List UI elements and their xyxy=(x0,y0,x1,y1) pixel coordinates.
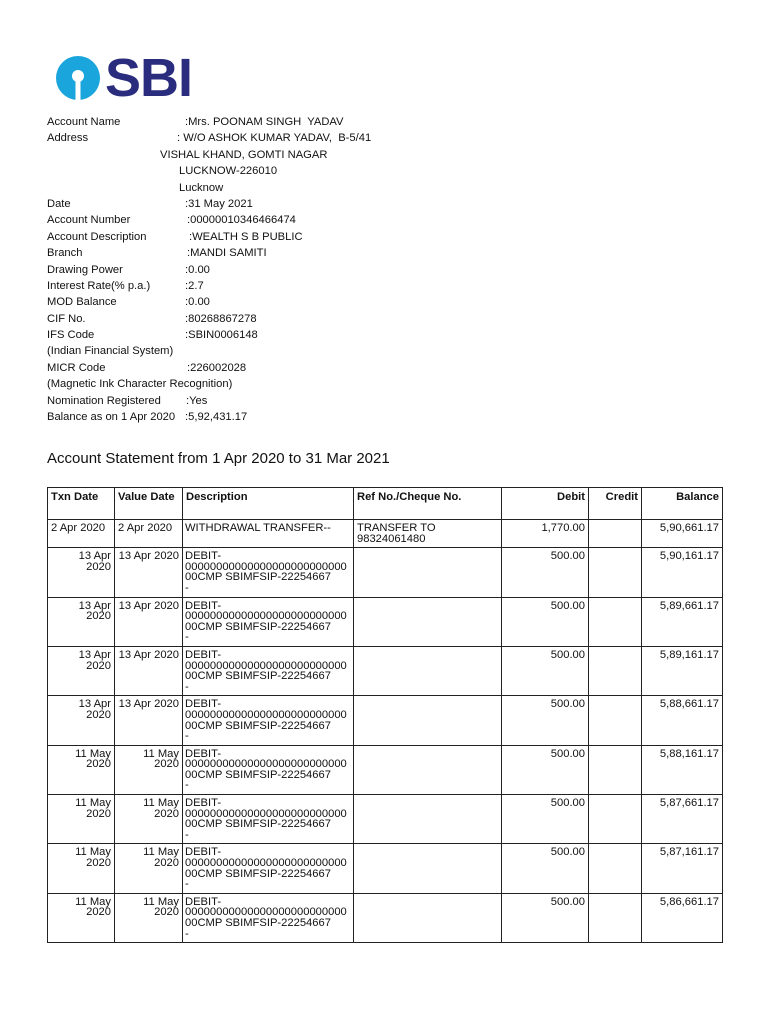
cell-balance: 5,87,661.17 xyxy=(642,795,723,844)
cell-value-date: 2 Apr 2020 xyxy=(115,520,183,548)
cell-value-date: 11 May 2020 xyxy=(115,745,183,794)
cell-ref-no xyxy=(354,696,502,745)
account-info-value: :0.00 xyxy=(185,263,210,276)
account-info-label: Address xyxy=(47,132,89,145)
cell-txn-date: 13 Apr 2020 xyxy=(48,646,115,695)
account-info-label: Interest Rate(% p.a.) xyxy=(47,279,151,292)
transactions-table xyxy=(47,487,723,943)
account-info-label: (Indian Financial System) xyxy=(47,345,174,358)
table-row xyxy=(48,597,723,646)
statement-title: Account Statement from 1 Apr 2020 to 31 Mar 2021 xyxy=(47,450,390,467)
header-value-date: Value Date xyxy=(115,488,183,520)
account-info-value: LUCKNOW-226010 xyxy=(179,165,278,178)
cell-debit: 500.00 xyxy=(502,548,589,597)
account-info-value: :00000010346466474 xyxy=(187,214,296,227)
cell-balance: 5,88,161.17 xyxy=(642,745,723,794)
cell-balance: 5,86,661.17 xyxy=(642,893,723,942)
table-row xyxy=(48,844,723,893)
cell-description: WITHDRAWAL TRANSFER-- xyxy=(183,520,354,548)
account-info-value: :5,92,431.17 xyxy=(185,411,248,424)
account-info-value: :Mrs. POONAM SINGH YADAV xyxy=(185,116,344,128)
cell-debit: 1,770.00 xyxy=(502,520,589,548)
account-info-label: Balance as on 1 Apr 2020 xyxy=(47,411,176,424)
account-info-value: :226002028 xyxy=(187,361,247,374)
table-row xyxy=(48,548,723,597)
cell-value-date: 13 Apr 2020 xyxy=(115,548,183,597)
cell-debit: 500.00 xyxy=(502,893,589,942)
cell-ref-no xyxy=(354,646,502,695)
table-header-row xyxy=(48,488,723,520)
header-ref-no: Ref No./Cheque No. xyxy=(354,488,502,520)
cell-balance: 5,87,161.17 xyxy=(642,844,723,893)
account-info-label: MICR Code xyxy=(47,361,106,374)
cell-txn-date: 11 May 2020 xyxy=(48,844,115,893)
table-body xyxy=(48,520,723,943)
table-row xyxy=(48,520,723,548)
account-info-label: Branch xyxy=(47,247,83,260)
account-info-value: :2.7 xyxy=(185,279,204,292)
cell-txn-date: 11 May 2020 xyxy=(48,893,115,942)
cell-value-date: 13 Apr 2020 xyxy=(115,646,183,695)
cell-debit: 500.00 xyxy=(502,844,589,893)
cell-balance: 5,89,661.17 xyxy=(642,597,723,646)
cell-description: DEBIT- 0000000000000000000000000000CMP SBIMFSIP-22254667 - xyxy=(183,696,354,745)
cell-debit: 500.00 xyxy=(502,597,589,646)
cell-credit xyxy=(589,520,642,548)
cell-ref-no xyxy=(354,548,502,597)
cell-txn-date: 11 May 2020 xyxy=(48,745,115,794)
sbi-keyhole-icon xyxy=(55,55,101,101)
account-info-label: Date xyxy=(47,197,71,210)
table-row xyxy=(48,646,723,695)
cell-txn-date: 11 May 2020 xyxy=(48,795,115,844)
cell-description: DEBIT- 0000000000000000000000000000CMP SBIMFSIP-22254667 - xyxy=(183,646,354,695)
cell-ref-no xyxy=(354,597,502,646)
cell-value-date: 11 May 2020 xyxy=(115,893,183,942)
account-info-value: :80268867278 xyxy=(185,312,257,325)
cell-credit xyxy=(589,646,642,695)
cell-debit: 500.00 xyxy=(502,646,589,695)
cell-description: DEBIT- 0000000000000000000000000000CMP SBIMFSIP-22254667 - xyxy=(183,795,354,844)
header-description: Description xyxy=(183,488,354,520)
cell-credit xyxy=(589,548,642,597)
cell-txn-date: 13 Apr 2020 xyxy=(48,548,115,597)
sbi-logo xyxy=(55,48,193,108)
cell-description: DEBIT- 0000000000000000000000000000CMP SBIMFSIP-22254667 - xyxy=(183,597,354,646)
table-row xyxy=(48,696,723,745)
account-info-value: :MANDI SAMITI xyxy=(187,247,267,260)
cell-balance: 5,90,661.17 xyxy=(642,520,723,548)
cell-ref-no: TRANSFER TO 98324061480 xyxy=(354,520,502,548)
cell-debit: 500.00 xyxy=(502,795,589,844)
cell-description: DEBIT- 0000000000000000000000000000CMP SBIMFSIP-22254667 - xyxy=(183,893,354,942)
account-info-value: :SBIN0006148 xyxy=(185,329,258,342)
header-debit: Debit xyxy=(502,488,589,520)
logo-text: SBI xyxy=(105,48,193,108)
header-balance: Balance xyxy=(642,488,723,520)
account-info-label: CIF No. xyxy=(47,312,86,325)
cell-balance: 5,89,161.17 xyxy=(642,646,723,695)
table-row xyxy=(48,893,723,942)
account-info-label: Account Number xyxy=(47,214,131,227)
cell-credit xyxy=(589,893,642,942)
account-info-value: :31 May 2021 xyxy=(185,197,253,210)
cell-credit xyxy=(589,597,642,646)
cell-txn-date: 13 Apr 2020 xyxy=(48,696,115,745)
account-info-label: (Magnetic Ink Character Recognition) xyxy=(47,378,233,391)
cell-txn-date: 2 Apr 2020 xyxy=(48,520,115,548)
header-credit: Credit xyxy=(589,488,642,520)
table-row xyxy=(48,795,723,844)
cell-ref-no xyxy=(354,844,502,893)
cell-value-date: 13 Apr 2020 xyxy=(115,696,183,745)
cell-debit: 500.00 xyxy=(502,745,589,794)
cell-debit: 500.00 xyxy=(502,696,589,745)
account-info-label: Account Name xyxy=(47,116,121,128)
cell-description: DEBIT- 0000000000000000000000000000CMP SBIMFSIP-22254667 - xyxy=(183,745,354,794)
account-info-label: MOD Balance xyxy=(47,296,117,309)
account-info-label: Nomination Registered xyxy=(47,394,161,407)
table-row xyxy=(48,745,723,794)
cell-txn-date: 13 Apr 2020 xyxy=(48,597,115,646)
cell-balance: 5,90,161.17 xyxy=(642,548,723,597)
cell-value-date: 11 May 2020 xyxy=(115,844,183,893)
account-info-value: VISHAL KHAND, GOMTI NAGAR xyxy=(160,148,328,161)
cell-credit xyxy=(589,844,642,893)
account-info-value: :Yes xyxy=(186,394,208,407)
cell-description: DEBIT- 0000000000000000000000000000CMP SBIMFSIP-22254667 - xyxy=(183,548,354,597)
cell-balance: 5,88,661.17 xyxy=(642,696,723,745)
cell-ref-no xyxy=(354,795,502,844)
cell-credit xyxy=(589,745,642,794)
header-txn-date: Txn Date xyxy=(48,488,115,520)
account-info-label: Drawing Power xyxy=(47,263,123,276)
account-info-label: Account Description xyxy=(47,230,147,243)
cell-ref-no xyxy=(354,893,502,942)
cell-credit xyxy=(589,696,642,745)
cell-ref-no xyxy=(354,745,502,794)
cell-credit xyxy=(589,795,642,844)
account-info-value: :0.00 xyxy=(185,296,210,309)
account-info-value: : W/O ASHOK KUMAR YADAV, B-5/41 xyxy=(177,132,372,145)
account-info-value: :WEALTH S B PUBLIC xyxy=(189,230,303,243)
account-info-value: Lucknow xyxy=(179,181,224,194)
account-info-label: IFS Code xyxy=(47,329,95,342)
cell-value-date: 13 Apr 2020 xyxy=(115,597,183,646)
cell-description: DEBIT- 0000000000000000000000000000CMP SBIMFSIP-22254667 - xyxy=(183,844,354,893)
cell-value-date: 11 May 2020 xyxy=(115,795,183,844)
